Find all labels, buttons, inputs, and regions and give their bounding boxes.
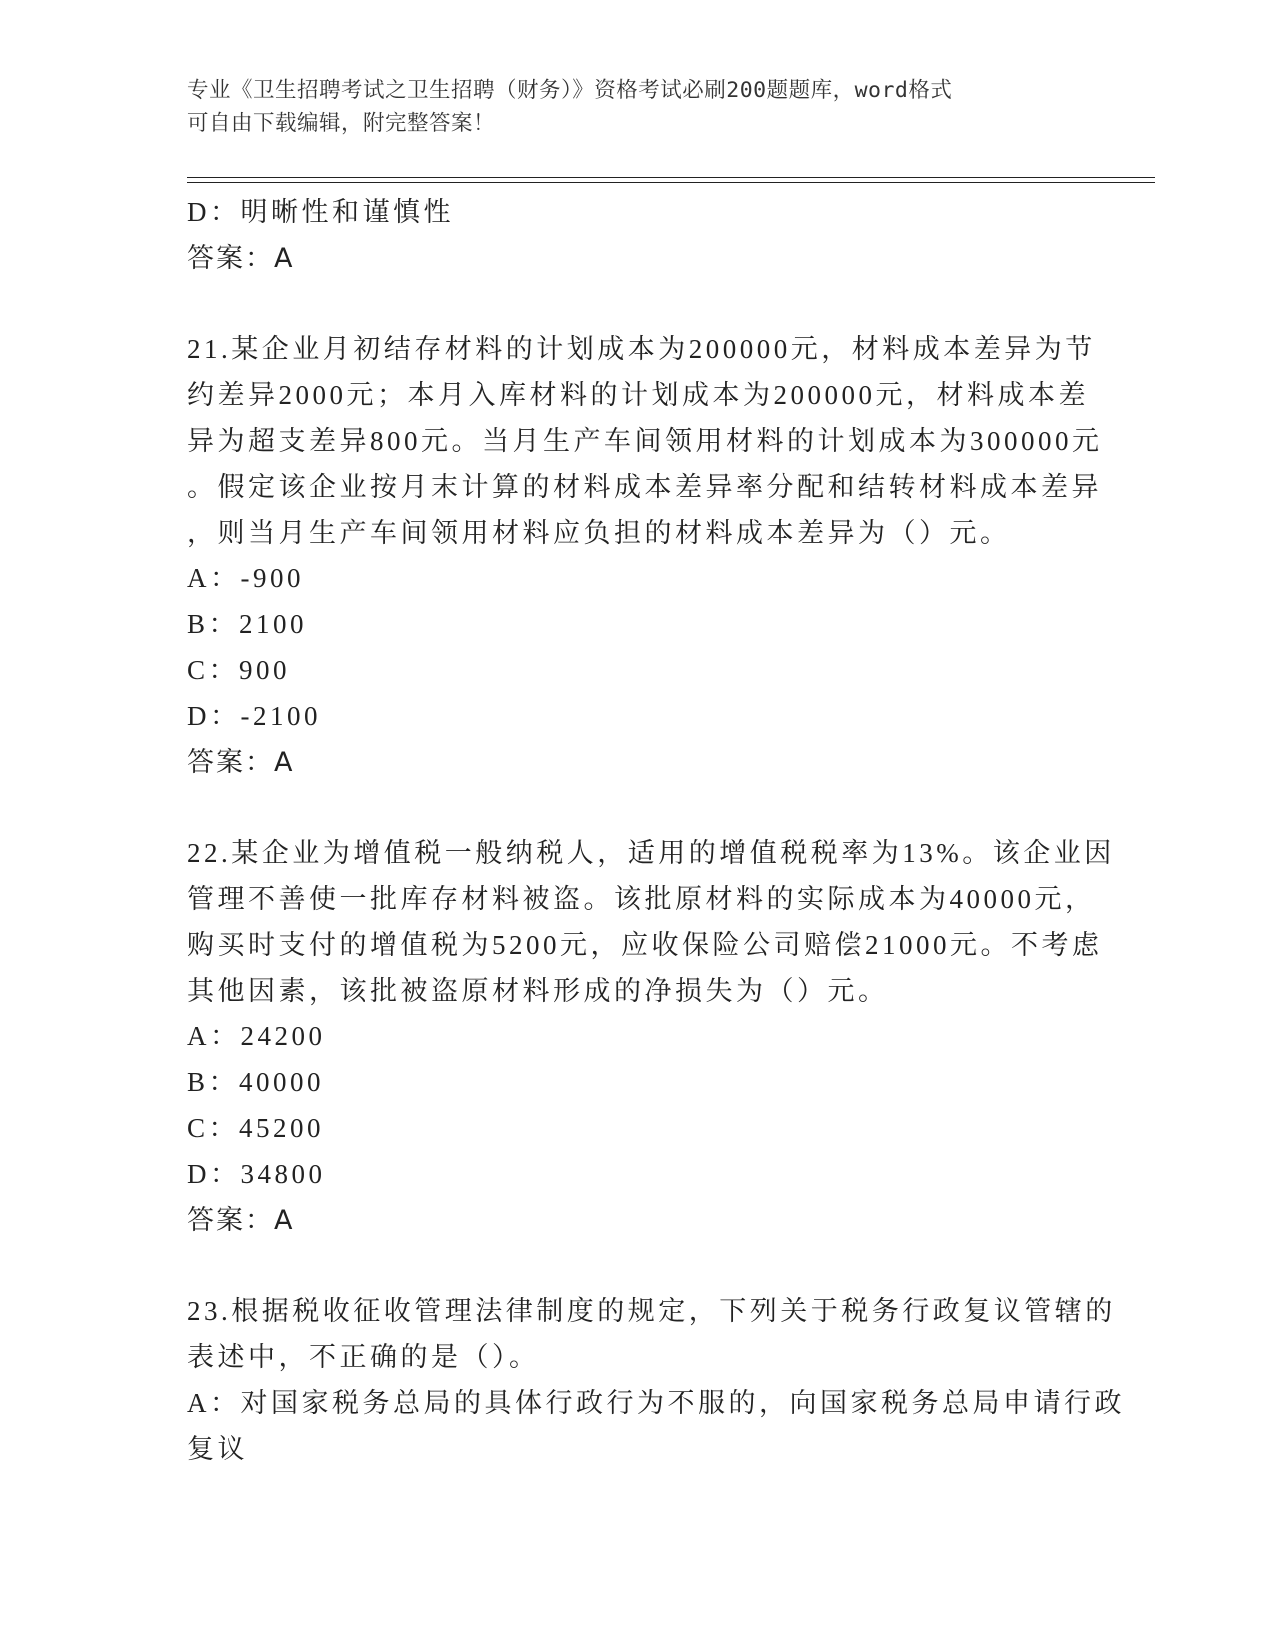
question-22-text: 其他因素，该批被盗原材料形成的净损失为（）元。 — [187, 975, 889, 1006]
question-21-option-b: B：2100 — [187, 609, 308, 640]
question-22-text: 管理不善使一批库存材料被盗。该批原材料的实际成本为40000元， — [187, 883, 1096, 914]
question-21-option-d: D：-2100 — [187, 700, 321, 731]
question-21-text: 异为超支差异800元。当月生产车间领用材料的计划成本为300000元 — [187, 425, 1103, 456]
question-22-answer: 答案：A — [187, 1204, 295, 1236]
header-line: 专业《卫生招聘考试之卫生招聘（财务）》资格考试必刷200题题库，word格式 — [187, 78, 953, 103]
question-23-text: 表述中，不正确的是（）。 — [187, 1341, 540, 1372]
question-21-option-a: A：-900 — [187, 563, 304, 594]
question-23-text: 23.根据税收征收管理法律制度的规定，下列关于税务行政复议管辖的 — [187, 1296, 1116, 1327]
prev-option-d: D：明晰性和谨慎性 — [187, 197, 454, 227]
header-rule — [187, 177, 1155, 178]
question-22 — [187, 831, 1115, 1243]
question-23 — [187, 1289, 1125, 1472]
header-rule — [187, 182, 1155, 183]
question-22-text: 购买时支付的增值税为5200元，应收保险公司赔偿21000元。不考虑 — [187, 929, 1103, 960]
question-21 — [187, 327, 1103, 785]
question-22-text: 22.某企业为增值税一般纳税人，适用的增值税税率为13%。该企业因 — [187, 838, 1115, 869]
question-21-text: 21.某企业月初结存材料的计划成本为200000元，材料成本差异为节 — [187, 334, 1096, 365]
question-21-answer: 答案：A — [187, 746, 295, 778]
document-header — [187, 74, 1087, 140]
question-23-option-a: 复议 — [187, 1433, 248, 1464]
question-22-option-c: C：45200 — [187, 1112, 325, 1143]
prev-answer: 答案：A — [187, 242, 295, 274]
spacer — [187, 282, 1077, 328]
question-21-text: 约差异2000元；本月入库材料的计划成本为200000元，材料成本差 — [187, 380, 1089, 411]
question-21-text: 。假定该企业按月末计算的材料成本差异率分配和结转材料成本差异 — [187, 471, 1102, 502]
question-22-option-d: D：34800 — [187, 1158, 326, 1189]
question-21-text: ，则当月生产车间领用材料应负担的材料成本差异为（）元。 — [187, 517, 1011, 548]
question-22-option-a: A：24200 — [187, 1021, 326, 1052]
question-23-option-a: A：对国家税务总局的具体行政行为不服的，向国家税务总局申请行政 — [187, 1387, 1125, 1418]
question-22-option-b: B：40000 — [187, 1067, 325, 1098]
spacer — [187, 785, 1077, 831]
spacer — [187, 1243, 1077, 1289]
header-line: 可自由下载编辑，附完整答案！ — [187, 111, 496, 136]
question-21-option-c: C：900 — [187, 654, 291, 685]
question-content — [187, 190, 1125, 1472]
